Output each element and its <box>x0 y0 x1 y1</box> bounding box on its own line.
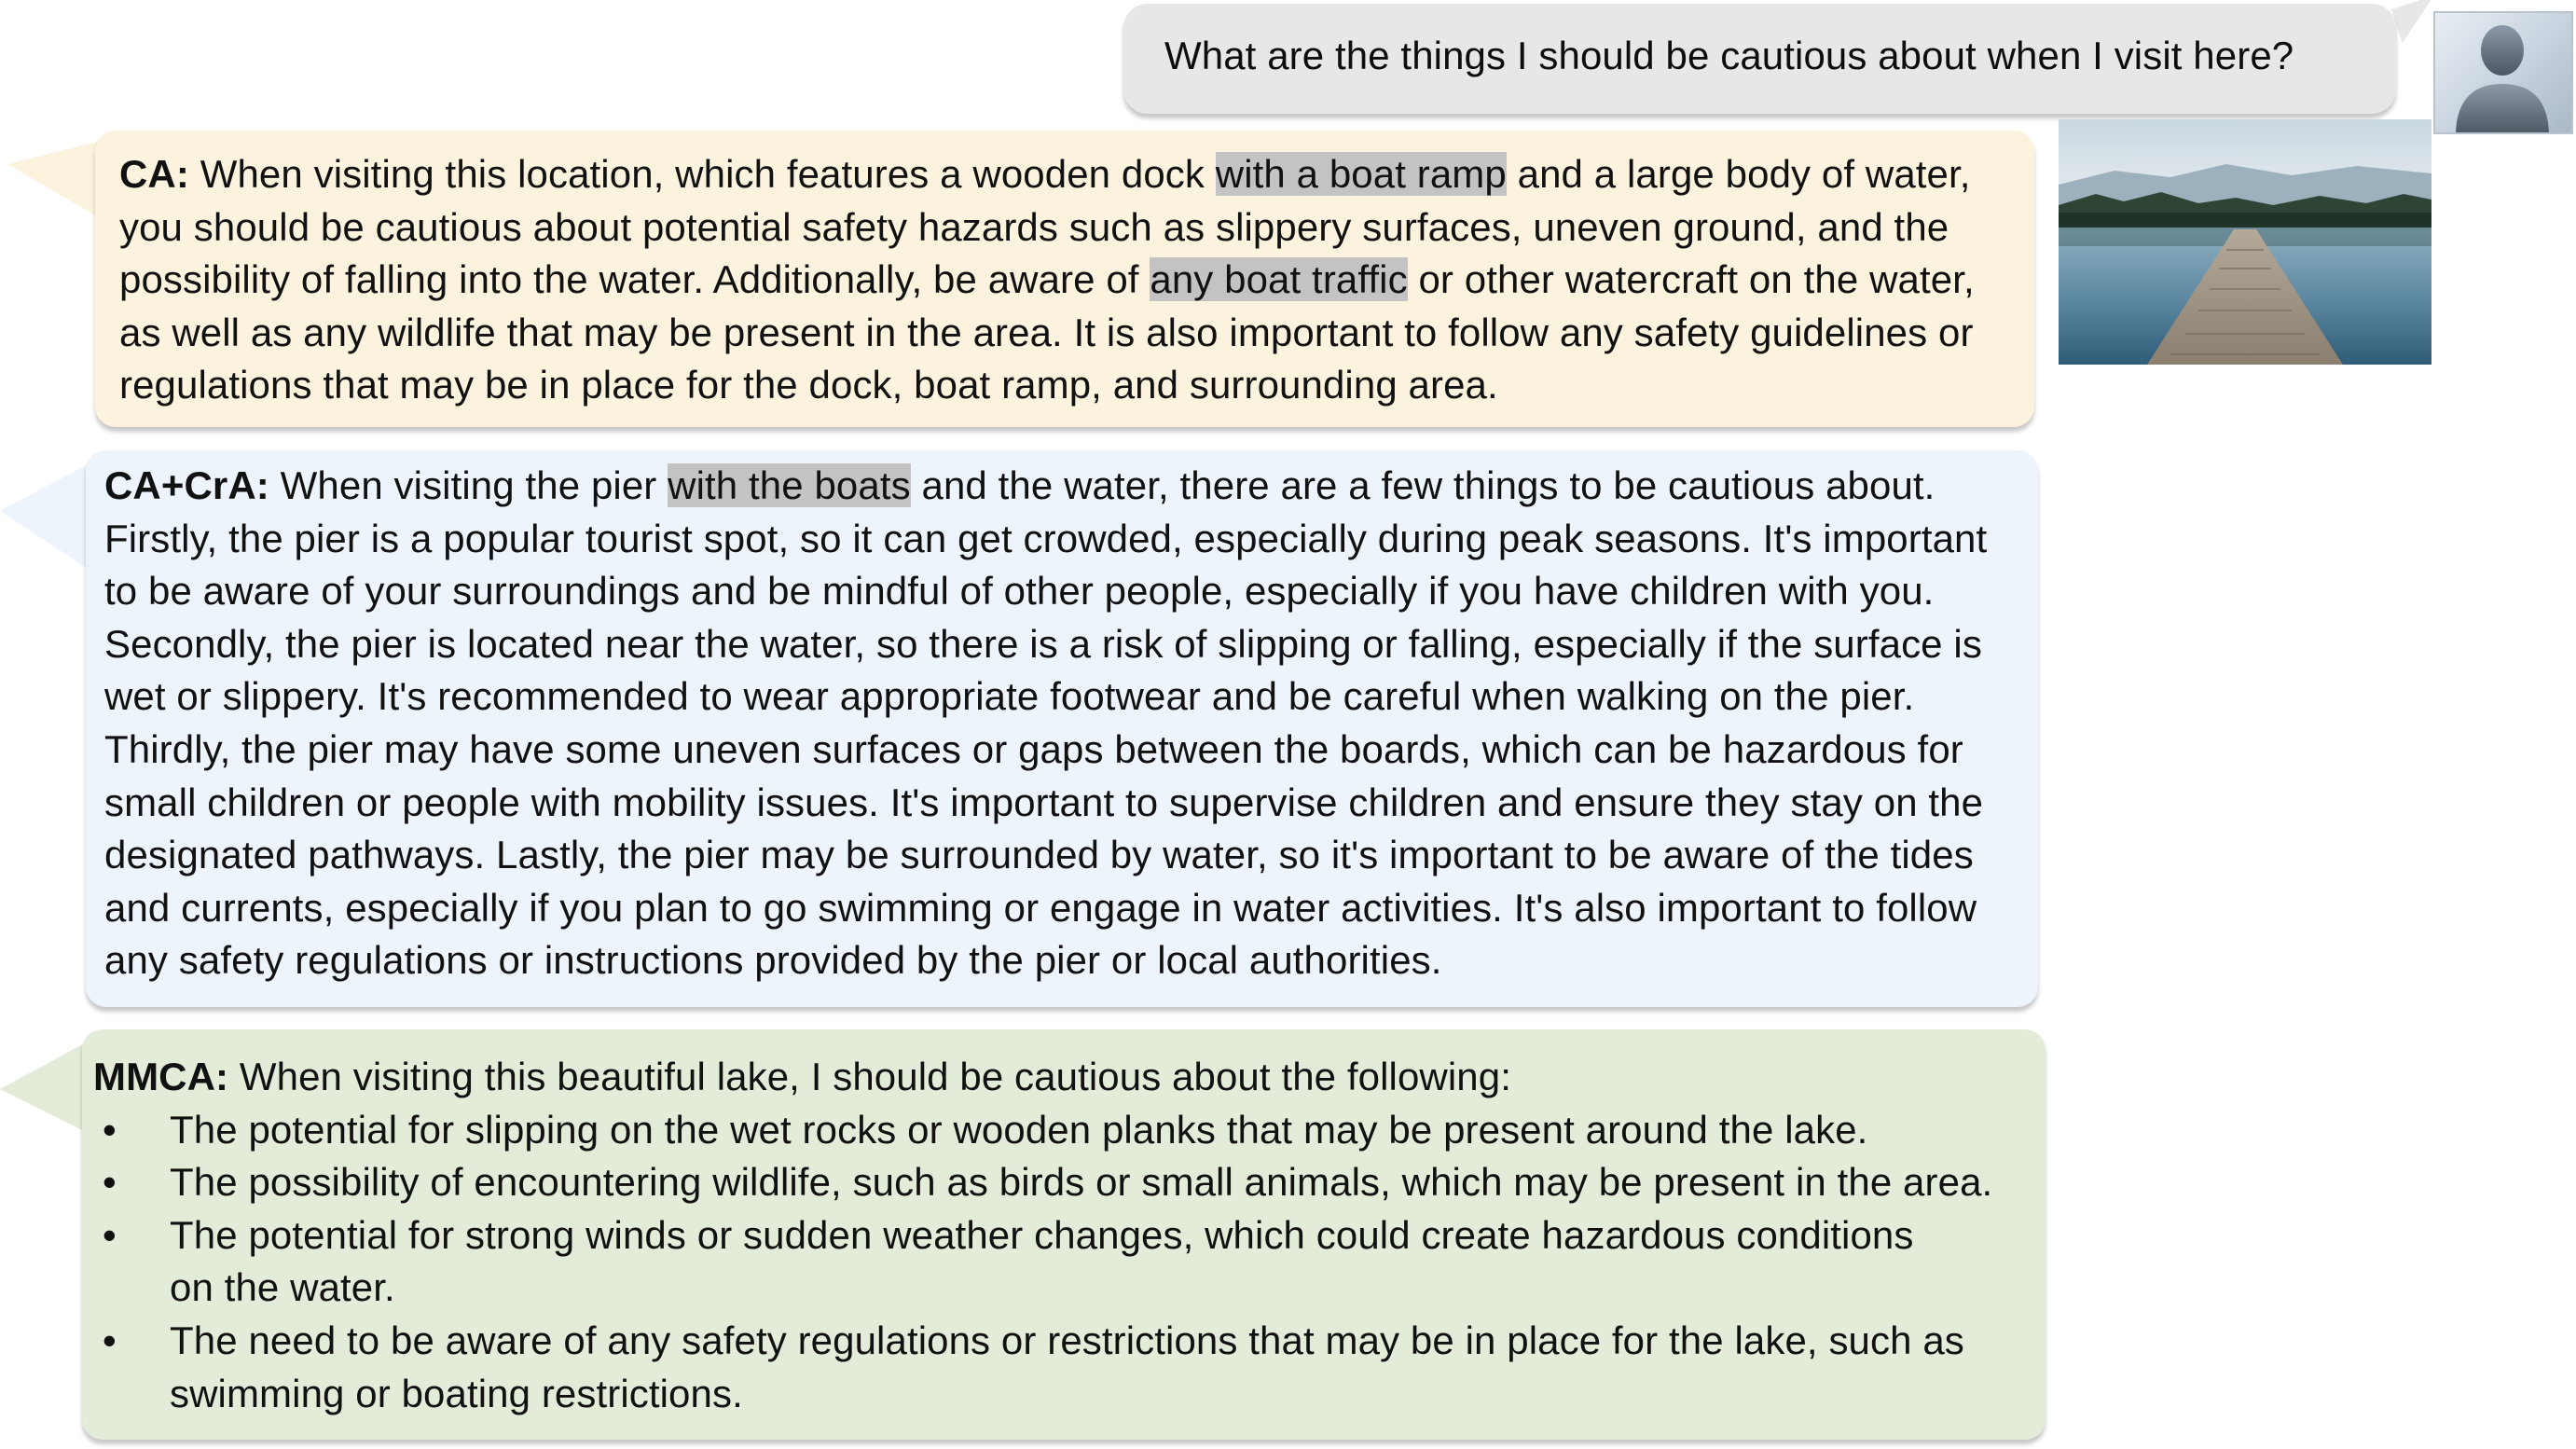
bullet-text: The potential for slipping on the wet rocks or wooden planks that may be present around the lake. <box>170 1107 1868 1152</box>
mmca-intro: When visiting this beautiful lake, I should be cautious about the following: <box>228 1055 1511 1098</box>
cacra-speaker-label: CA+CrA: <box>104 463 269 507</box>
ca-speaker-label: CA: <box>119 152 189 196</box>
list-item <box>93 1156 2027 1209</box>
mmca-bullet-list <box>93 1104 2027 1421</box>
mmca-intro-text <box>93 1051 2027 1104</box>
bullet-text: The potential for strong winds or sudden weather changes, which could create hazardous conditions on the water. <box>170 1212 1914 1310</box>
list-item <box>93 1104 2027 1157</box>
cacra-highlight: with the boats <box>668 463 911 507</box>
ca-text-segment: When visiting this location, which features a wooden dock <box>188 152 1216 196</box>
ca-text-segment: and a large body of water, you should be cautious about potential safety hazards such as slippery surfaces, uneven ground, and the possibility of falling into the water. Additionally, be aware of <box>119 152 1971 302</box>
user-question-bubble <box>1123 4 2396 114</box>
user-question-text: What are the things I should be cautious about when I visit here? <box>1164 34 2294 77</box>
cacra-text-segment: When visiting the pier <box>269 463 668 507</box>
ca-response-bubble <box>95 131 2034 427</box>
mmca-response-bubble <box>82 1029 2046 1440</box>
bullet-text: The need to be aware of any safety regulations or restrictions that may be in place for the lake, such as swimming or boating restrictions. <box>170 1318 1964 1415</box>
user-avatar-icon <box>2433 11 2573 134</box>
ca-highlight: any boat traffic <box>1150 257 1408 302</box>
cacra-response-bubble <box>86 450 2038 1007</box>
ca-highlight: with a boat ramp <box>1215 152 1507 196</box>
mmca-bubble-tail <box>0 1042 86 1132</box>
ca-text-segment: or other watercraft on the water, as well as any wildlife that may be present in the area. It is also important to follow any safety guidelines or regulations that may be in place for the dock, boat ramp, and surrounding area. <box>119 257 1975 407</box>
list-item <box>93 1209 2027 1315</box>
ca-response-text <box>119 148 2006 412</box>
mmca-speaker-label: MMCA: <box>93 1055 229 1098</box>
cacra-text-segment: and the water, there are a few things to be cautious about. Firstly, the pier is a popular tourist spot, so it can get crowded, especially during peak seasons. It's important to be aware of your surroundings and be mindful of other people, especially if you have children with you. Secondly, the pier is located near the water, so there is a risk of slipping or falling, especially if the surface is wet or slippery. It's recommended to wear appropriate footwear and be careful when walking on the pier. Thirdly, the pier may have some uneven surfaces or gaps between the boards, which can be hazardous for small children or people with mobility issues. It's important to supervise children and ensure they stay on the designated pathways. Lastly, the pier may be surrounded by water, so it's important to be aware of the tides and currents, especially if you plan to go swimming or engage in water activities. It's also important to follow any safety regulations or instructions provided by the pier or local authorities. <box>104 463 1988 983</box>
bullet-icon: • <box>103 1212 117 1257</box>
bullet-icon: • <box>103 1318 117 1362</box>
list-item <box>93 1315 2027 1420</box>
bullet-text: The possibility of encountering wildlife, such as birds or small animals, which may be present in the area. <box>170 1160 1993 1205</box>
bullet-icon: • <box>103 1107 117 1152</box>
lake-pier-photo <box>2059 119 2431 365</box>
cacra-bubble-tail <box>0 464 88 569</box>
bullet-icon: • <box>103 1160 117 1205</box>
cacra-response-text <box>104 460 2016 987</box>
ca-bubble-tail <box>7 142 97 216</box>
